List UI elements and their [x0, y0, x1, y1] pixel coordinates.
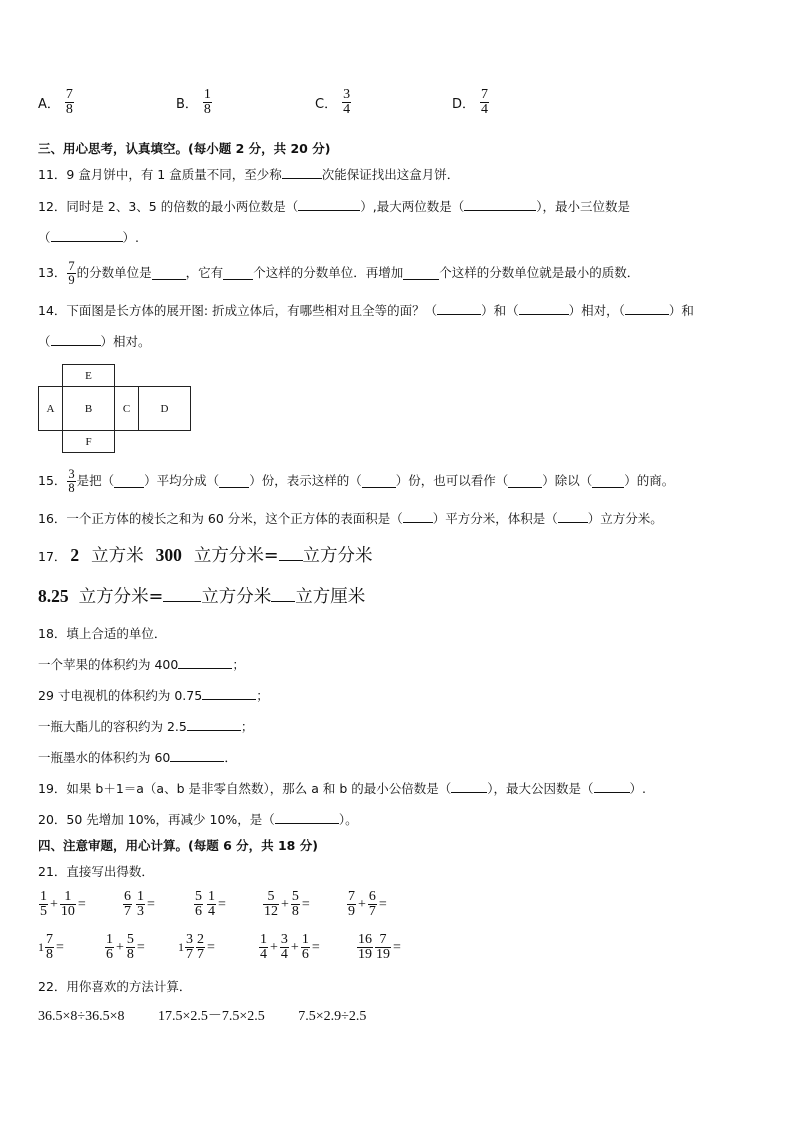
question-18-item: 一瓶墨水的体积约为 60 ．	[38, 750, 237, 765]
question-22: 22．用你喜欢的方法计算．	[38, 979, 192, 994]
question-20: 20．50 先增加 10%，再减少 10%，是（ ）。	[38, 812, 358, 827]
question-17: 17． 2 立方米 300 立方分米= 立方分米	[38, 545, 373, 566]
net-face-c: C	[114, 386, 139, 431]
net-face-f: F	[62, 430, 115, 453]
question-21: 21．直接写出得数．	[38, 864, 154, 879]
question-14: 14．下面图是长方体的展开图: 折成立体后，有哪些相对且全等的面？（ ）和（ ）相对，（ ）和	[38, 303, 694, 318]
option-label: D．	[452, 97, 476, 112]
question-18-item: 一瓶大酯儿的容积约为 2.5 ；	[38, 719, 254, 734]
question-14-cont: （ ）相对。	[38, 334, 151, 349]
question-18-item: 29 寸电视机的体积约为 0.75 ；	[38, 688, 269, 703]
option-fraction: $\frac{7}{8}$	[65, 87, 73, 117]
calc-item: 1 $\frac{3}{7}$ $\frac{2}{7}$ =	[178, 932, 215, 962]
option-c	[315, 88, 352, 117]
option-fraction: $\frac{7}{4}$	[481, 87, 489, 117]
question-17-cont: 8.25 立方分米= 立方分米 立方厘米	[38, 586, 366, 607]
question-18-item: 一个苹果的体积约为 400 ；	[38, 657, 245, 672]
expression: 36.5×8÷36.5×8	[38, 1009, 125, 1024]
question-16: 16．一个正方体的棱长之和为 60 分米，这个正方体的表面积是（ ）平方分米，体积是（ ）立方分米。	[38, 511, 663, 526]
fraction: $\frac{3}{8}$	[68, 466, 75, 495]
option-label: C．	[315, 97, 338, 112]
net-face-d: D	[138, 386, 191, 431]
calc-item: 1 $\frac{7}{8}$ =	[38, 932, 64, 962]
expression: 17.5×2.5－7.5×2.5	[157, 1009, 265, 1024]
net-face-b: B	[62, 386, 115, 431]
question-13: 13． $\frac{7}{9}$ 的分数单位是 ，它有 个这样的分数单位．再增加 个这样的分数单位就是最小的质数．	[38, 258, 640, 287]
option-d	[452, 88, 490, 117]
question-15: 15． $\frac{3}{8}$ 是把（ ）平均分成（ ）份，表示这样的（ ）份，也可以看作（ ）除以（ ）的商。	[38, 466, 675, 495]
calc-item: $\frac{6}{7}$ $\frac{1}{3}$ =	[124, 889, 155, 919]
calc-item: $\frac{1}{6}$ + $\frac{5}{8}$ =	[106, 932, 145, 962]
expression: 7.5×2.9÷2.5	[298, 1009, 367, 1024]
question-18: 18．填上合适的单位．	[38, 626, 167, 641]
calc-item: $\frac{1}{5}$ + $\frac{1}{10}$ =	[40, 889, 86, 919]
question-22-exprs	[38, 1008, 366, 1026]
calc-item: $\frac{16}{19}$ $\frac{7}{19}$ =	[358, 932, 401, 962]
fraction: $\frac{7}{9}$	[68, 258, 75, 287]
question-12: 12．同时是 2、3、5 的倍数的最小两位数是（ ）,最大两位数是（ ），最小三位数是	[38, 199, 630, 214]
calc-item: $\frac{5}{12}$ + $\frac{5}{8}$ =	[264, 889, 310, 919]
calc-item: $\frac{7}{9}$ + $\frac{6}{7}$ =	[348, 889, 387, 919]
question-12-cont: （ ）.	[38, 230, 139, 245]
question-11: 11．9 盒月饼中，有 1 盒质量不同，至少称 次能保证找出这盒月饼．	[38, 167, 460, 182]
net-face-a: A	[38, 386, 63, 431]
net-face-e: E	[62, 364, 115, 387]
calc-item: $\frac{1}{4}$ + $\frac{3}{4}$ + $\frac{1}{6}$ =	[260, 932, 320, 962]
option-fraction: $\frac{3}{4}$	[343, 87, 351, 117]
question-19: 19．如果 b＋1＝a（a、b 是非零自然数），那么 a 和 b 的最小公倍数是（ ），最大公因数是（ ）.	[38, 781, 646, 796]
option-b	[176, 88, 213, 117]
option-fraction: $\frac{1}{8}$	[203, 87, 211, 117]
option-a	[38, 88, 75, 117]
calc-row-2	[38, 933, 458, 967]
section-3-title: 三、用心思考，认真填空。(每小题 2 分，共 20 分)	[38, 141, 331, 156]
calc-row-1	[38, 890, 458, 924]
option-label: B．	[176, 97, 198, 112]
calc-item: $\frac{5}{6}$ $\frac{1}{4}$ =	[195, 889, 226, 919]
option-label: A．	[38, 97, 60, 112]
section-4-title: 四、注意审题，用心计算。(每题 6 分，共 18 分)	[38, 838, 318, 853]
